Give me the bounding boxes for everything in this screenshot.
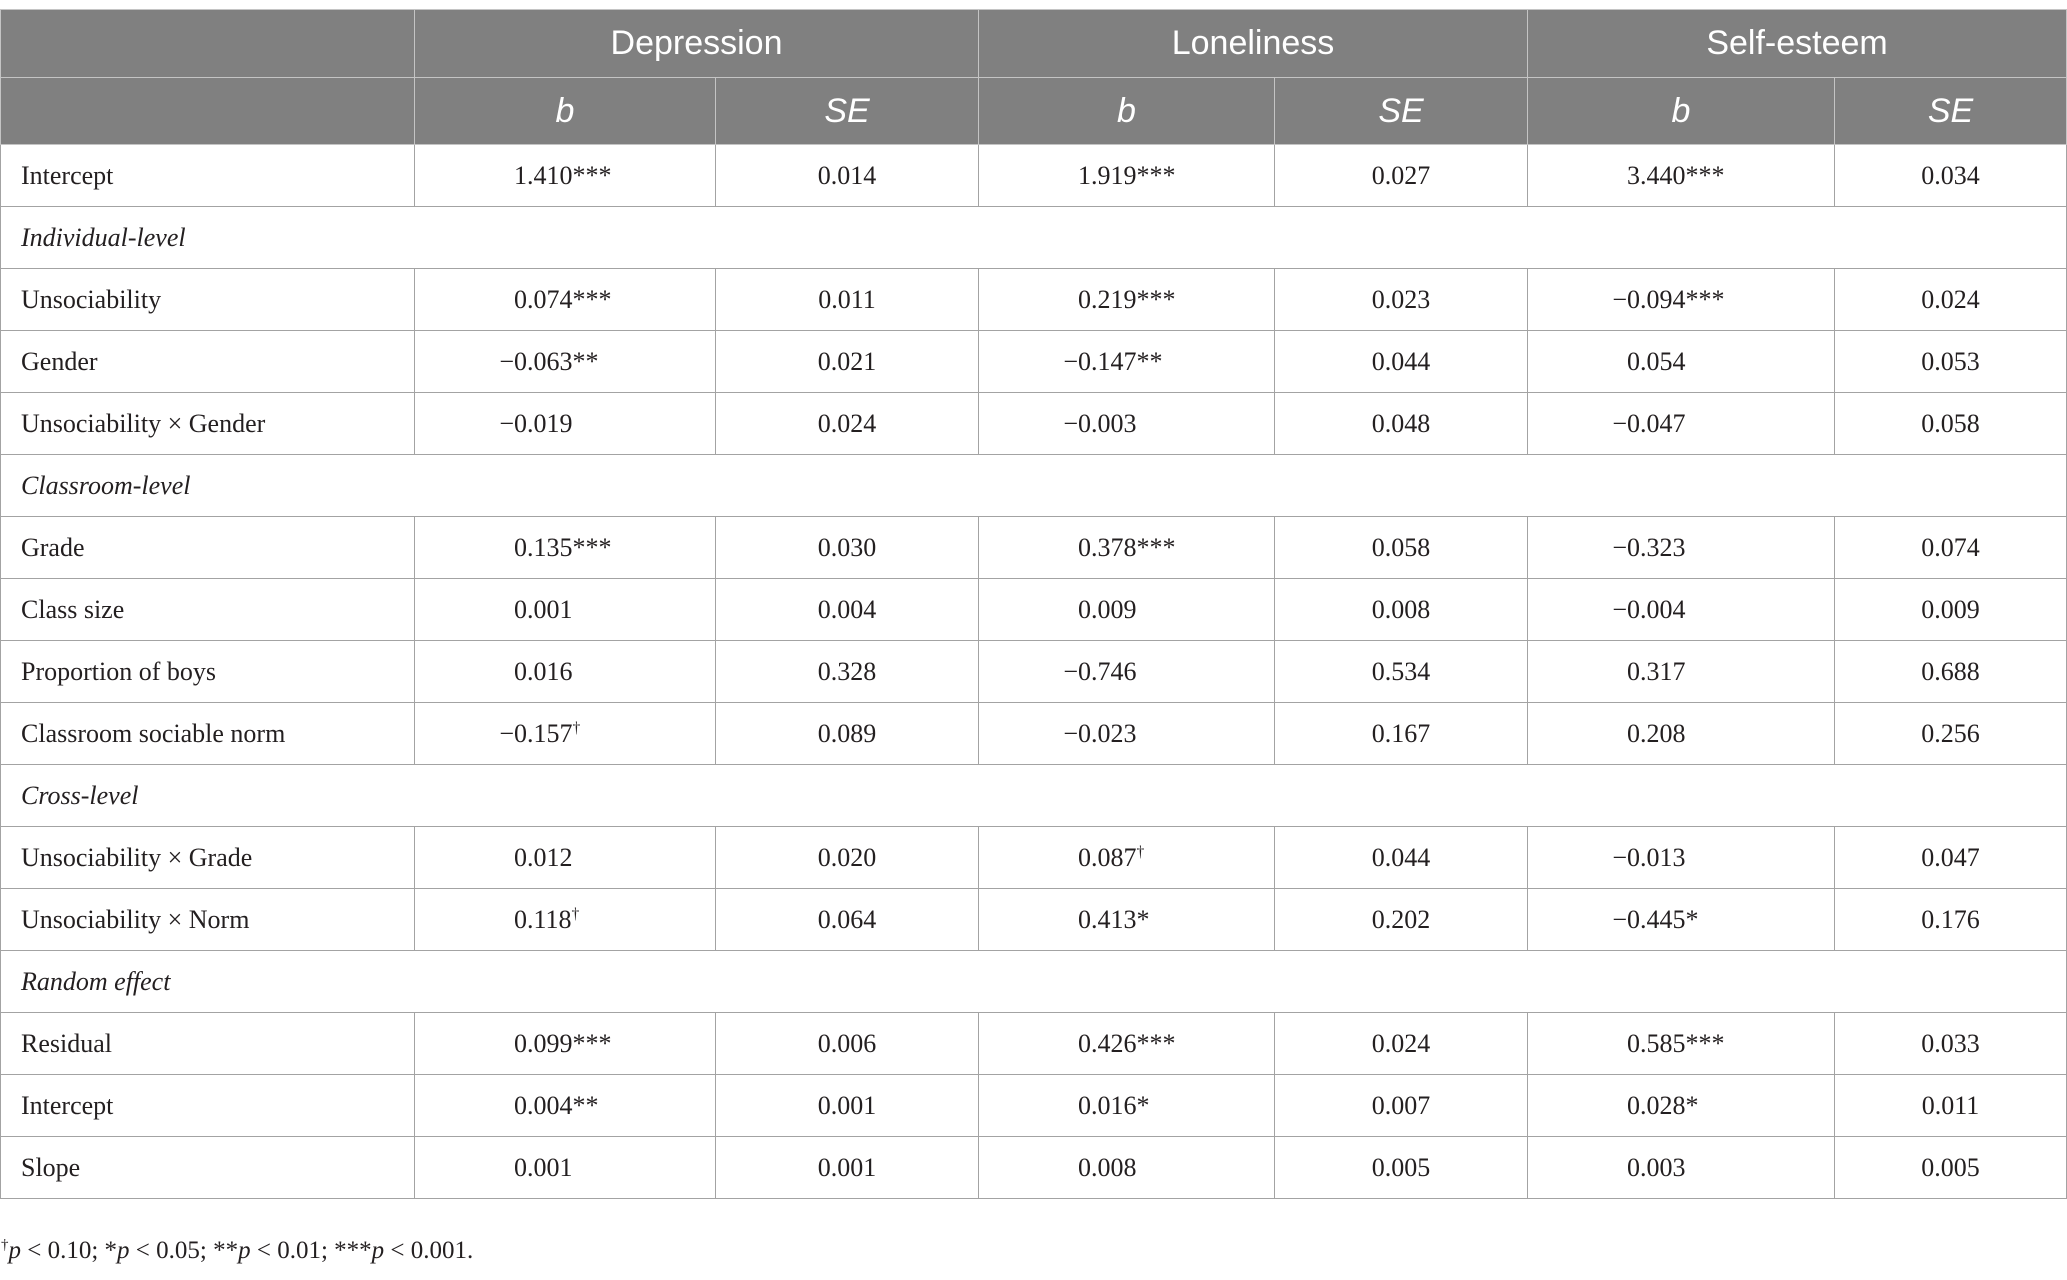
depression-se-cell: 0.001 [716,1137,979,1199]
loneliness-b-cell: −0.003 [979,393,1275,455]
depression-b-header: b [415,78,716,145]
depression-b-cell: −0.063** [415,331,716,393]
depression-se-header: SE [716,78,979,145]
loneliness-se-cell: 0.027 [1275,145,1528,207]
self-esteem-b-cell: −0.445* [1528,889,1835,951]
table-header [1,10,2067,145]
significance-dagger: † [571,905,580,923]
row-label: Intercept [1,145,415,207]
loneliness-se-header: SE [1275,78,1528,145]
p-symbol: p [371,1237,385,1264]
depression-se-cell: 0.064 [716,889,979,951]
loneliness-se-cell: 0.167 [1275,703,1528,765]
loneliness-se-cell: 0.007 [1275,1075,1528,1137]
self-esteem-se-cell: 0.024 [1835,269,2067,331]
section-label: Random effect [1,951,2067,1013]
self-esteem-b-cell: 0.003 [1528,1137,1835,1199]
self-esteem-b-header: b [1528,78,1835,145]
depression-b-cell: −0.157† [415,703,716,765]
depression-b-cell: 0.016 [415,641,716,703]
row-label: Proportion of boys [1,641,415,703]
section-label: Cross-level [1,765,2067,827]
loneliness-b-cell: 0.426*** [979,1013,1275,1075]
row-label: Intercept [1,1075,415,1137]
row-label: Unsociability [1,269,415,331]
loneliness-se-cell: 0.044 [1275,827,1528,889]
self-esteem-se-cell: 0.058 [1835,393,2067,455]
table-row [1,641,2067,703]
group-header-self-esteem: Self-esteem [1528,10,2067,78]
loneliness-b-cell: 0.016* [979,1075,1275,1137]
header-group-row [1,10,2067,78]
depression-se-cell: 0.030 [716,517,979,579]
row-label: Unsociability × Grade [1,827,415,889]
self-esteem-b-cell: −0.094*** [1528,269,1835,331]
loneliness-se-cell: 0.008 [1275,579,1528,641]
loneliness-se-cell: 0.044 [1275,331,1528,393]
depression-b-cell: 1.410*** [415,145,716,207]
table-row [1,703,2067,765]
self-esteem-b-cell: −0.004 [1528,579,1835,641]
row-label: Gender [1,331,415,393]
p-symbol: p [117,1237,130,1264]
table-row [1,579,2067,641]
self-esteem-b-cell: 0.585*** [1528,1013,1835,1075]
table-row [1,1013,2067,1075]
loneliness-se-cell: 0.202 [1275,889,1528,951]
section-row [1,765,2067,827]
loneliness-b-cell: 0.413* [979,889,1275,951]
depression-b-cell: 0.004** [415,1075,716,1137]
table-row [1,269,2067,331]
section-row [1,455,2067,517]
loneliness-b-cell: 0.009 [979,579,1275,641]
self-esteem-se-cell: 0.033 [1835,1013,2067,1075]
section-row [1,207,2067,269]
table-footnote: †p < 0.10; *p < 0.05; **p < 0.01; ***p < 0.001. [1,1237,474,1264]
loneliness-b-cell: 1.919*** [979,145,1275,207]
header-stat-row [1,78,2067,145]
loneliness-se-cell: 0.048 [1275,393,1528,455]
row-label: Unsociability × Gender [1,393,415,455]
loneliness-se-cell: 0.534 [1275,641,1528,703]
table-row [1,1137,2067,1199]
depression-b-cell: 0.099*** [415,1013,716,1075]
depression-se-cell: 0.089 [716,703,979,765]
table-row [1,145,2067,207]
section-row [1,951,2067,1013]
p-symbol: p [238,1237,251,1264]
p-symbol: p [8,1237,21,1264]
depression-se-cell: 0.004 [716,579,979,641]
self-esteem-se-cell: 0.688 [1835,641,2067,703]
group-header-depression: Depression [415,10,979,78]
self-esteem-b-cell: −0.013 [1528,827,1835,889]
depression-b-cell: 0.001 [415,579,716,641]
header-corner-lower [1,78,415,145]
depression-se-cell: 0.001 [716,1075,979,1137]
header-corner [1,10,415,78]
depression-se-cell: 0.024 [716,393,979,455]
self-esteem-se-header: SE [1835,78,2067,145]
loneliness-b-cell: 0.087† [979,827,1275,889]
self-esteem-se-cell: 0.034 [1835,145,2067,207]
significance-dagger: † [1136,843,1145,861]
self-esteem-se-cell: 0.009 [1835,579,2067,641]
self-esteem-b-cell: 0.317 [1528,641,1835,703]
loneliness-se-cell: 0.023 [1275,269,1528,331]
depression-se-cell: 0.021 [716,331,979,393]
group-header-loneliness: Loneliness [979,10,1528,78]
row-label: Classroom sociable norm [1,703,415,765]
table-row [1,827,2067,889]
table-row [1,517,2067,579]
self-esteem-se-cell: 0.256 [1835,703,2067,765]
significance-dagger: † [1,1237,9,1253]
section-label: Individual-level [1,207,2067,269]
table-row [1,889,2067,951]
row-label: Class size [1,579,415,641]
depression-b-cell: 0.001 [415,1137,716,1199]
loneliness-b-cell: −0.023 [979,703,1275,765]
depression-b-cell: 0.135*** [415,517,716,579]
row-label: Grade [1,517,415,579]
depression-se-cell: 0.014 [716,145,979,207]
self-esteem-b-cell: 3.440*** [1528,145,1835,207]
regression-table [0,9,2067,1199]
self-esteem-se-cell: 0.005 [1835,1137,2067,1199]
depression-b-cell: 0.074*** [415,269,716,331]
loneliness-se-cell: 0.058 [1275,517,1528,579]
table-row [1,331,2067,393]
row-label: Slope [1,1137,415,1199]
depression-se-cell: 0.020 [716,827,979,889]
loneliness-b-cell: 0.378*** [979,517,1275,579]
depression-b-cell: −0.019 [415,393,716,455]
loneliness-b-cell: 0.219*** [979,269,1275,331]
depression-se-cell: 0.328 [716,641,979,703]
self-esteem-se-cell: 0.053 [1835,331,2067,393]
table-row [1,393,2067,455]
row-label: Unsociability × Norm [1,889,415,951]
table-row [1,1075,2067,1137]
table-body [1,145,2067,1199]
self-esteem-b-cell: −0.323 [1528,517,1835,579]
self-esteem-se-cell: 0.176 [1835,889,2067,951]
loneliness-se-cell: 0.024 [1275,1013,1528,1075]
loneliness-b-cell: −0.746 [979,641,1275,703]
depression-b-cell: 0.118† [415,889,716,951]
depression-se-cell: 0.006 [716,1013,979,1075]
depression-b-cell: 0.012 [415,827,716,889]
loneliness-b-header: b [979,78,1275,145]
self-esteem-b-cell: 0.028* [1528,1075,1835,1137]
row-label: Residual [1,1013,415,1075]
loneliness-b-cell: −0.147** [979,331,1275,393]
depression-se-cell: 0.011 [716,269,979,331]
section-label: Classroom-level [1,455,2067,517]
self-esteem-se-cell: 0.074 [1835,517,2067,579]
loneliness-se-cell: 0.005 [1275,1137,1528,1199]
self-esteem-se-cell: 0.047 [1835,827,2067,889]
self-esteem-se-cell: 0.011 [1835,1075,2067,1137]
loneliness-b-cell: 0.008 [979,1137,1275,1199]
self-esteem-b-cell: −0.047 [1528,393,1835,455]
self-esteem-b-cell: 0.054 [1528,331,1835,393]
self-esteem-b-cell: 0.208 [1528,703,1835,765]
significance-dagger: † [572,719,581,737]
